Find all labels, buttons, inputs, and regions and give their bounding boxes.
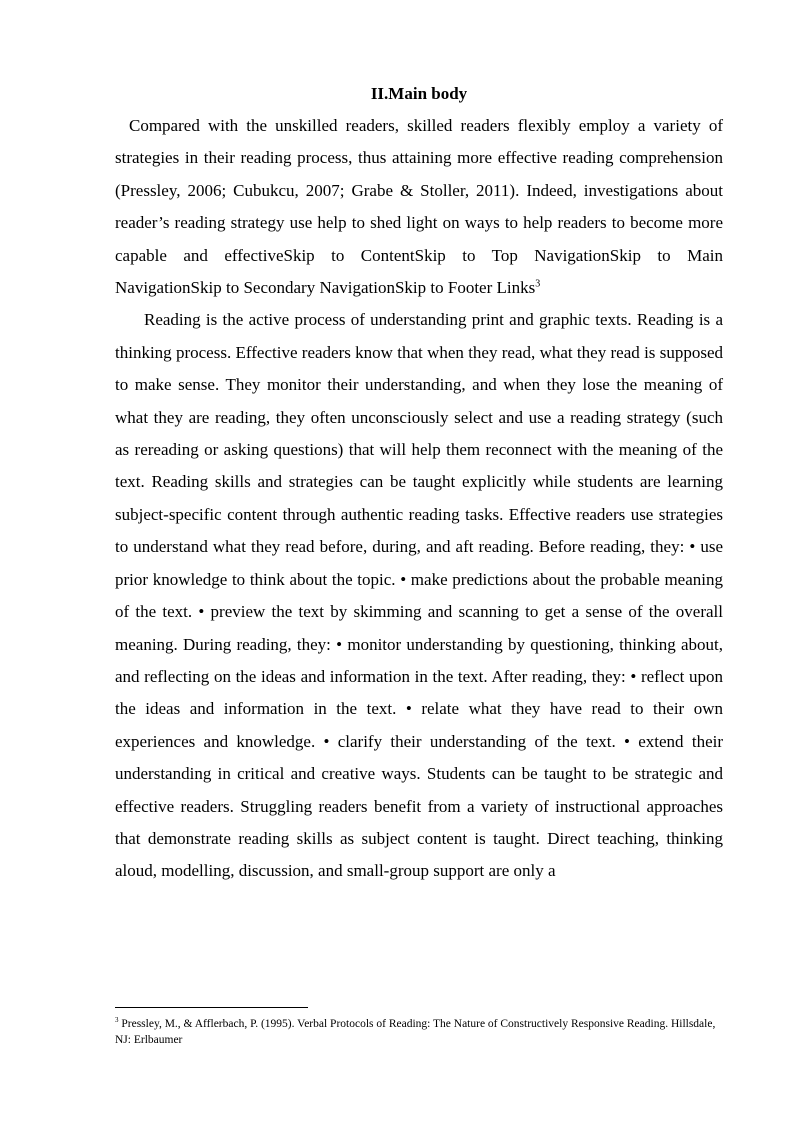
document-body — [115, 78, 723, 888]
paragraph-1 — [115, 110, 723, 304]
footnote-text: Pressley, M., & Afflerbach, P. (1995). Verbal Protocols of Reading: The Nature of Constructively Responsive Reading. Hillsdale, NJ: Erlbaumer — [115, 1018, 716, 1046]
footnote-marker: 3 — [115, 1016, 119, 1025]
footnote-reference[interactable]: 3 — [535, 278, 541, 290]
paragraph-2: Reading is the active process of understanding print and graphic texts. Reading is a thinking process. Effective readers know that when they read, what they read is supposed to make sense. They monitor their understanding, and when they lose the meaning of what they are reading, they often unconsciously select and use a reading strategy (such as rereading or asking questions) that will help them reconnect with the meaning of the text. Reading skills and strategies can be taught explicitly while students are learning subject-specific content through authentic reading tasks. Effective readers use strategies to understand what they read before, during, and aft reading. Before reading, they: • use prior knowledge to think about the topic. • make predictions about the probable meaning of the text. • preview the text by skimming and scanning to get a sense of the overall meaning. During reading, they: • monitor understanding by questioning, thinking about, and reflecting on the ideas and information in the text. After reading, they: • reflect upon the ideas and information in the text. • relate what they have read to their own experiences and knowledge. • clarify their understanding of the text. • extend their understanding in critical and creative ways. Students can be taught to be strategic and effective readers. Struggling readers benefit from a variety of instructional approaches that demonstrate reading skills as subject content is taught. Direct teaching, thinking aloud, modelling, discussion, and small-group support are only a — [115, 310, 723, 881]
section-heading: II.Main body — [370, 84, 468, 103]
footnote-divider — [115, 1007, 308, 1008]
paragraph-1-text: Compared with the unskilled readers, skilled readers flexibly employ a variety of strategies in their reading process, thus attaining more effective reading comprehension (Pressley, 2006; Cubukcu, 2007; Grabe & Stoller, 2011). Indeed, investigations about reader’s reading strategy use help to shed light on ways to help readers to become more capable and effectiveSkip to ContentSkip to Top NavigationSkip to Main NavigationSkip to Secondary NavigationSkip to Footer Links — [115, 116, 723, 298]
footnote — [115, 1016, 723, 1048]
